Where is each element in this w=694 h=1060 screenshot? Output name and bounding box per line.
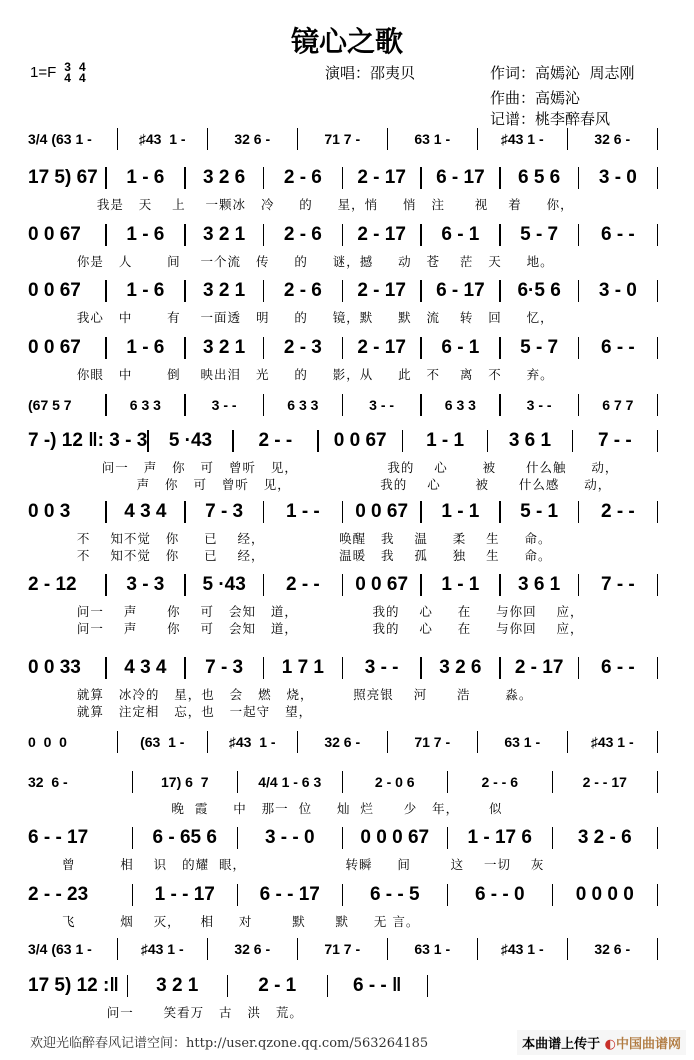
measure: 2 - 6 [283, 224, 322, 245]
measure: 6 3 3 [287, 397, 319, 413]
measure: 5 - 7 [520, 337, 559, 358]
measure: 32 6 - [234, 131, 271, 147]
measure: 6 - 1 [441, 224, 480, 245]
bar-line [427, 975, 429, 997]
measure: 3 - - [364, 657, 399, 678]
measure: 2 - - [258, 430, 293, 451]
measure: 3 - - [526, 397, 552, 413]
measure: 1 - - 17 [154, 884, 215, 905]
time-signature-4-4: 4 4 [78, 60, 86, 85]
footer-text: 欢迎光临醉春风记谱空间：http://user.qzone.qq.com/563264185 [30, 1036, 429, 1051]
measure: 2 - 3 [283, 337, 322, 358]
notation-row [28, 825, 658, 851]
measure: 3 2 1 [202, 337, 246, 358]
measure: 32 6 - [594, 941, 631, 957]
measure: 6 - 1 [441, 337, 480, 358]
measure: 4 3 4 [124, 501, 167, 522]
measure: 6 - - [600, 657, 635, 678]
key-label: 1=F [30, 63, 57, 81]
measure: 0 0 3 [28, 501, 71, 522]
measure: 1 - - [285, 501, 320, 522]
measure: 2 - - [600, 501, 635, 522]
bar-line [657, 574, 659, 596]
lyricist-credit: 作词：高嫣沁 周志刚 [490, 64, 635, 82]
measure: 5 ·43 [202, 574, 246, 595]
measure: 3 2 1 [202, 280, 246, 301]
notation-row [28, 729, 658, 755]
measure: 2 - 12 [28, 574, 77, 595]
measure: 3 2 6 [202, 167, 246, 188]
measure: 1 - 6 [126, 337, 165, 358]
lyric-line: 就算 冰冷的 星，也 会 燃 烧， 照亮银 河 浩 淼。 [62, 687, 533, 702]
measure: 7 - 3 [205, 657, 244, 678]
measure: 1 - 6 [126, 280, 165, 301]
lyric-line: 声 你 可 曾听 见， 我的 心 被 什么感 动， [62, 477, 612, 492]
measure: 63 1 - [414, 941, 451, 957]
measure: 2 - 1 [258, 975, 297, 996]
measure: 4 3 4 [124, 657, 167, 678]
measure: 7 - - [600, 574, 635, 595]
measure: 2 - - 17 [582, 774, 627, 790]
lyric-line: 飞 烟 灭， 相 对 默 默 无 言。 [62, 914, 420, 929]
measure: 32 6 - [28, 774, 68, 790]
measure: 6 - 17 [436, 167, 485, 188]
notation-row [28, 428, 658, 454]
site-logo-icon: ◐ [604, 1037, 616, 1052]
lyric-line: 不 知不觉 你 已 经， 温暖 我 孤 独 生 命。 [62, 548, 552, 563]
measure: 2 - 17 [514, 657, 564, 678]
notation-row [28, 278, 658, 304]
measure: 5 - 7 [520, 224, 559, 245]
measure: 63 1 - [414, 131, 451, 147]
measure: ♯43 1 - [138, 131, 186, 147]
measure: 0 0 67 [28, 337, 81, 358]
measure: 3 2 - 6 [577, 827, 632, 848]
measure: 17 5) 12 :‖ [28, 975, 119, 996]
bar-line [657, 430, 659, 452]
bar-line [657, 337, 659, 359]
measure: 1 - 6 [126, 167, 165, 188]
measure: 0 0 67 [333, 430, 387, 451]
measure: 0 0 0 67 [360, 827, 430, 848]
lyric-line: 问一 笑看万 古 洪 荒。 [62, 1005, 303, 1020]
measure: 63 1 - [504, 734, 541, 750]
lyric-line: 我是 天 上 一颗冰 冷 的 星，悄 悄 注 视 着 你， [62, 197, 574, 212]
measure: 4/4 1 - 6 3 [258, 774, 322, 790]
measure: 3/4 (63 1 - [28, 941, 92, 957]
measure: 2 - - 6 [481, 774, 519, 790]
measure: 6 - 65 6 [152, 827, 217, 848]
lyric-line: 晚 霞 中 那一 位 灿 烂 少 年， 似 [62, 801, 503, 816]
bar-line [657, 501, 659, 523]
measure: 6 7 7 [602, 397, 634, 413]
site-logo: 中国曲谱网 [615, 1037, 681, 1052]
measure: 1 - 17 6 [467, 827, 532, 848]
measure: 2 - 6 [283, 280, 322, 301]
measure: 71 7 - [414, 734, 451, 750]
measure: 17 5) 67 [28, 167, 98, 188]
notation-row [28, 655, 658, 681]
notation-row [28, 936, 658, 962]
transcriber-credit: 记谱：桃李醉春风 [490, 110, 611, 128]
measure: 3 - - 0 [264, 827, 315, 848]
bar-line [657, 657, 659, 679]
measure: 3 - 3 [126, 574, 165, 595]
time-signature-3-4: 3 4 [64, 60, 71, 85]
measure: 32 6 - [234, 941, 271, 957]
notation-row [28, 769, 658, 795]
measure: (63 1 - [140, 734, 185, 750]
measure: 1 - 1 [426, 430, 465, 451]
notation-row [28, 126, 658, 152]
measure: 6 - - [600, 337, 635, 358]
measure: 71 7 - [324, 941, 361, 957]
measure: 2 - 17 [357, 337, 406, 358]
measure: 0 0 33 [28, 657, 81, 678]
notation-row [28, 882, 658, 908]
lyric-line: 问一 声 你 可 会知 道， 我的 心 在 与你回 应， [62, 621, 584, 636]
measure: 2 - 17 [357, 280, 406, 301]
measure: 0 0 67 [355, 501, 409, 522]
bar-line [657, 128, 659, 150]
bar-line [657, 771, 659, 793]
lyric-line: 问一 声 你 可 会知 道， 我的 心 在 与你回 应， [62, 604, 584, 619]
measure: 2 - - [285, 574, 320, 595]
song-title: 镜心之歌 [290, 25, 403, 58]
notation-row [28, 572, 658, 598]
measure: 0 0 67 [28, 280, 81, 301]
measure: 7 - - [597, 430, 632, 451]
bar-line [657, 731, 659, 753]
notation-row [28, 392, 658, 418]
measure: 6 5 6 [517, 167, 561, 188]
measure: 32 6 - [324, 734, 361, 750]
bar-line [657, 280, 659, 302]
bar-line [657, 827, 659, 849]
measure: 6 3 3 [129, 397, 161, 413]
notation-row [28, 499, 658, 525]
measure: 71 7 - [324, 131, 361, 147]
measure: 3 2 1 [202, 224, 246, 245]
lyric-line: 你是 人 间 一个流 传 的 谜，撼 动 苍 茫 天 地。 [62, 254, 554, 269]
singer-credit: 演唱：邵夷贝 [325, 64, 416, 82]
key-signature [30, 62, 86, 84]
measure: (67 5 7 [28, 397, 72, 413]
notation-row [28, 165, 658, 191]
measure: 0 0 0 [28, 734, 67, 750]
measure: 2 - 17 [357, 224, 406, 245]
notation-row [28, 335, 658, 361]
bar-line [657, 224, 659, 246]
measure: 2 - 0 6 [374, 774, 415, 790]
measure: 1 - 1 [441, 574, 480, 595]
measure: 0 0 0 0 [575, 884, 634, 905]
measure: 3 - - [211, 397, 237, 413]
measure: 0 0 67 [28, 224, 81, 245]
measure: ♯43 1 - [500, 941, 544, 957]
measure: 6 - - [600, 224, 635, 245]
bar-line [657, 394, 659, 416]
lyric-line: 问一 声 你 可 曾听 见， 我的 心 被 什么触 动， [62, 460, 619, 475]
composer-credit: 作曲：高嫣沁 [490, 89, 581, 107]
notation-row [28, 222, 658, 248]
measure: 6 - - ‖ [352, 975, 402, 996]
measure: 6 3 3 [444, 397, 476, 413]
measure: 3 - 0 [598, 167, 637, 188]
measure: 3 - 0 [598, 280, 637, 301]
measure: 17) 6 7 [161, 774, 209, 790]
measure: 5 - 1 [520, 501, 559, 522]
bar-line [657, 167, 659, 189]
bar-line [657, 938, 659, 960]
measure: 3 6 1 [508, 430, 552, 451]
measure: 6 - - 17 [259, 884, 320, 905]
measure: 1 - 1 [441, 501, 480, 522]
measure: ♯43 1 - [140, 941, 184, 957]
measure: 2 - 6 [283, 167, 322, 188]
bar-line [657, 884, 659, 906]
measure: ♯43 1 - [500, 131, 544, 147]
upload-label: 本曲谱上传于 [522, 1037, 601, 1052]
measure: 7 - 3 [205, 501, 244, 522]
lyric-line: 不 知不觉 你 已 经， 唤醒 我 温 柔 生 命。 [62, 531, 552, 546]
lyric-line: 就算 注定相 忘，也 一起守 望， [62, 704, 313, 719]
measure: 1 7 1 [281, 657, 324, 678]
upload-badge [517, 1030, 686, 1055]
lyric-line: 你眼 中 倒 映出泪 光 的 影，从 此 不 离 不 弃。 [62, 367, 554, 382]
measure: 2 - - 23 [28, 884, 89, 905]
measure: 6 - 17 [436, 280, 485, 301]
measure: ♯43 1 - [590, 734, 634, 750]
lyric-line: 我心 中 有 一面透 明 的 镜，默 默 流 转 回 忆， [62, 310, 554, 325]
measure: ♯43 1 - [228, 734, 276, 750]
measure: 0 0 67 [355, 574, 409, 595]
measure: 6 - - 0 [474, 884, 525, 905]
measure: 6·5 6 [517, 280, 561, 301]
lyric-line: 曾 相 识 的耀 眼， 转瞬 间 这 一切 灰 [62, 857, 545, 872]
measure: 3/4 (63 1 - [28, 131, 92, 147]
measure: 6 - - 17 [28, 827, 89, 848]
measure: 3 2 6 [439, 657, 482, 678]
measure: 3 2 1 [156, 975, 199, 996]
measure: 5 ·43 [168, 430, 213, 451]
measure: 6 - - 5 [369, 884, 420, 905]
measure: 3 6 1 [517, 574, 561, 595]
measure: 2 - 17 [357, 167, 406, 188]
notation-row [28, 973, 428, 999]
measure: 1 - 6 [126, 224, 165, 245]
measure: 3 - - [369, 397, 395, 413]
measure: 32 6 - [594, 131, 631, 147]
measure: 7 -) 12 ‖: 3 - 3 [28, 430, 148, 451]
